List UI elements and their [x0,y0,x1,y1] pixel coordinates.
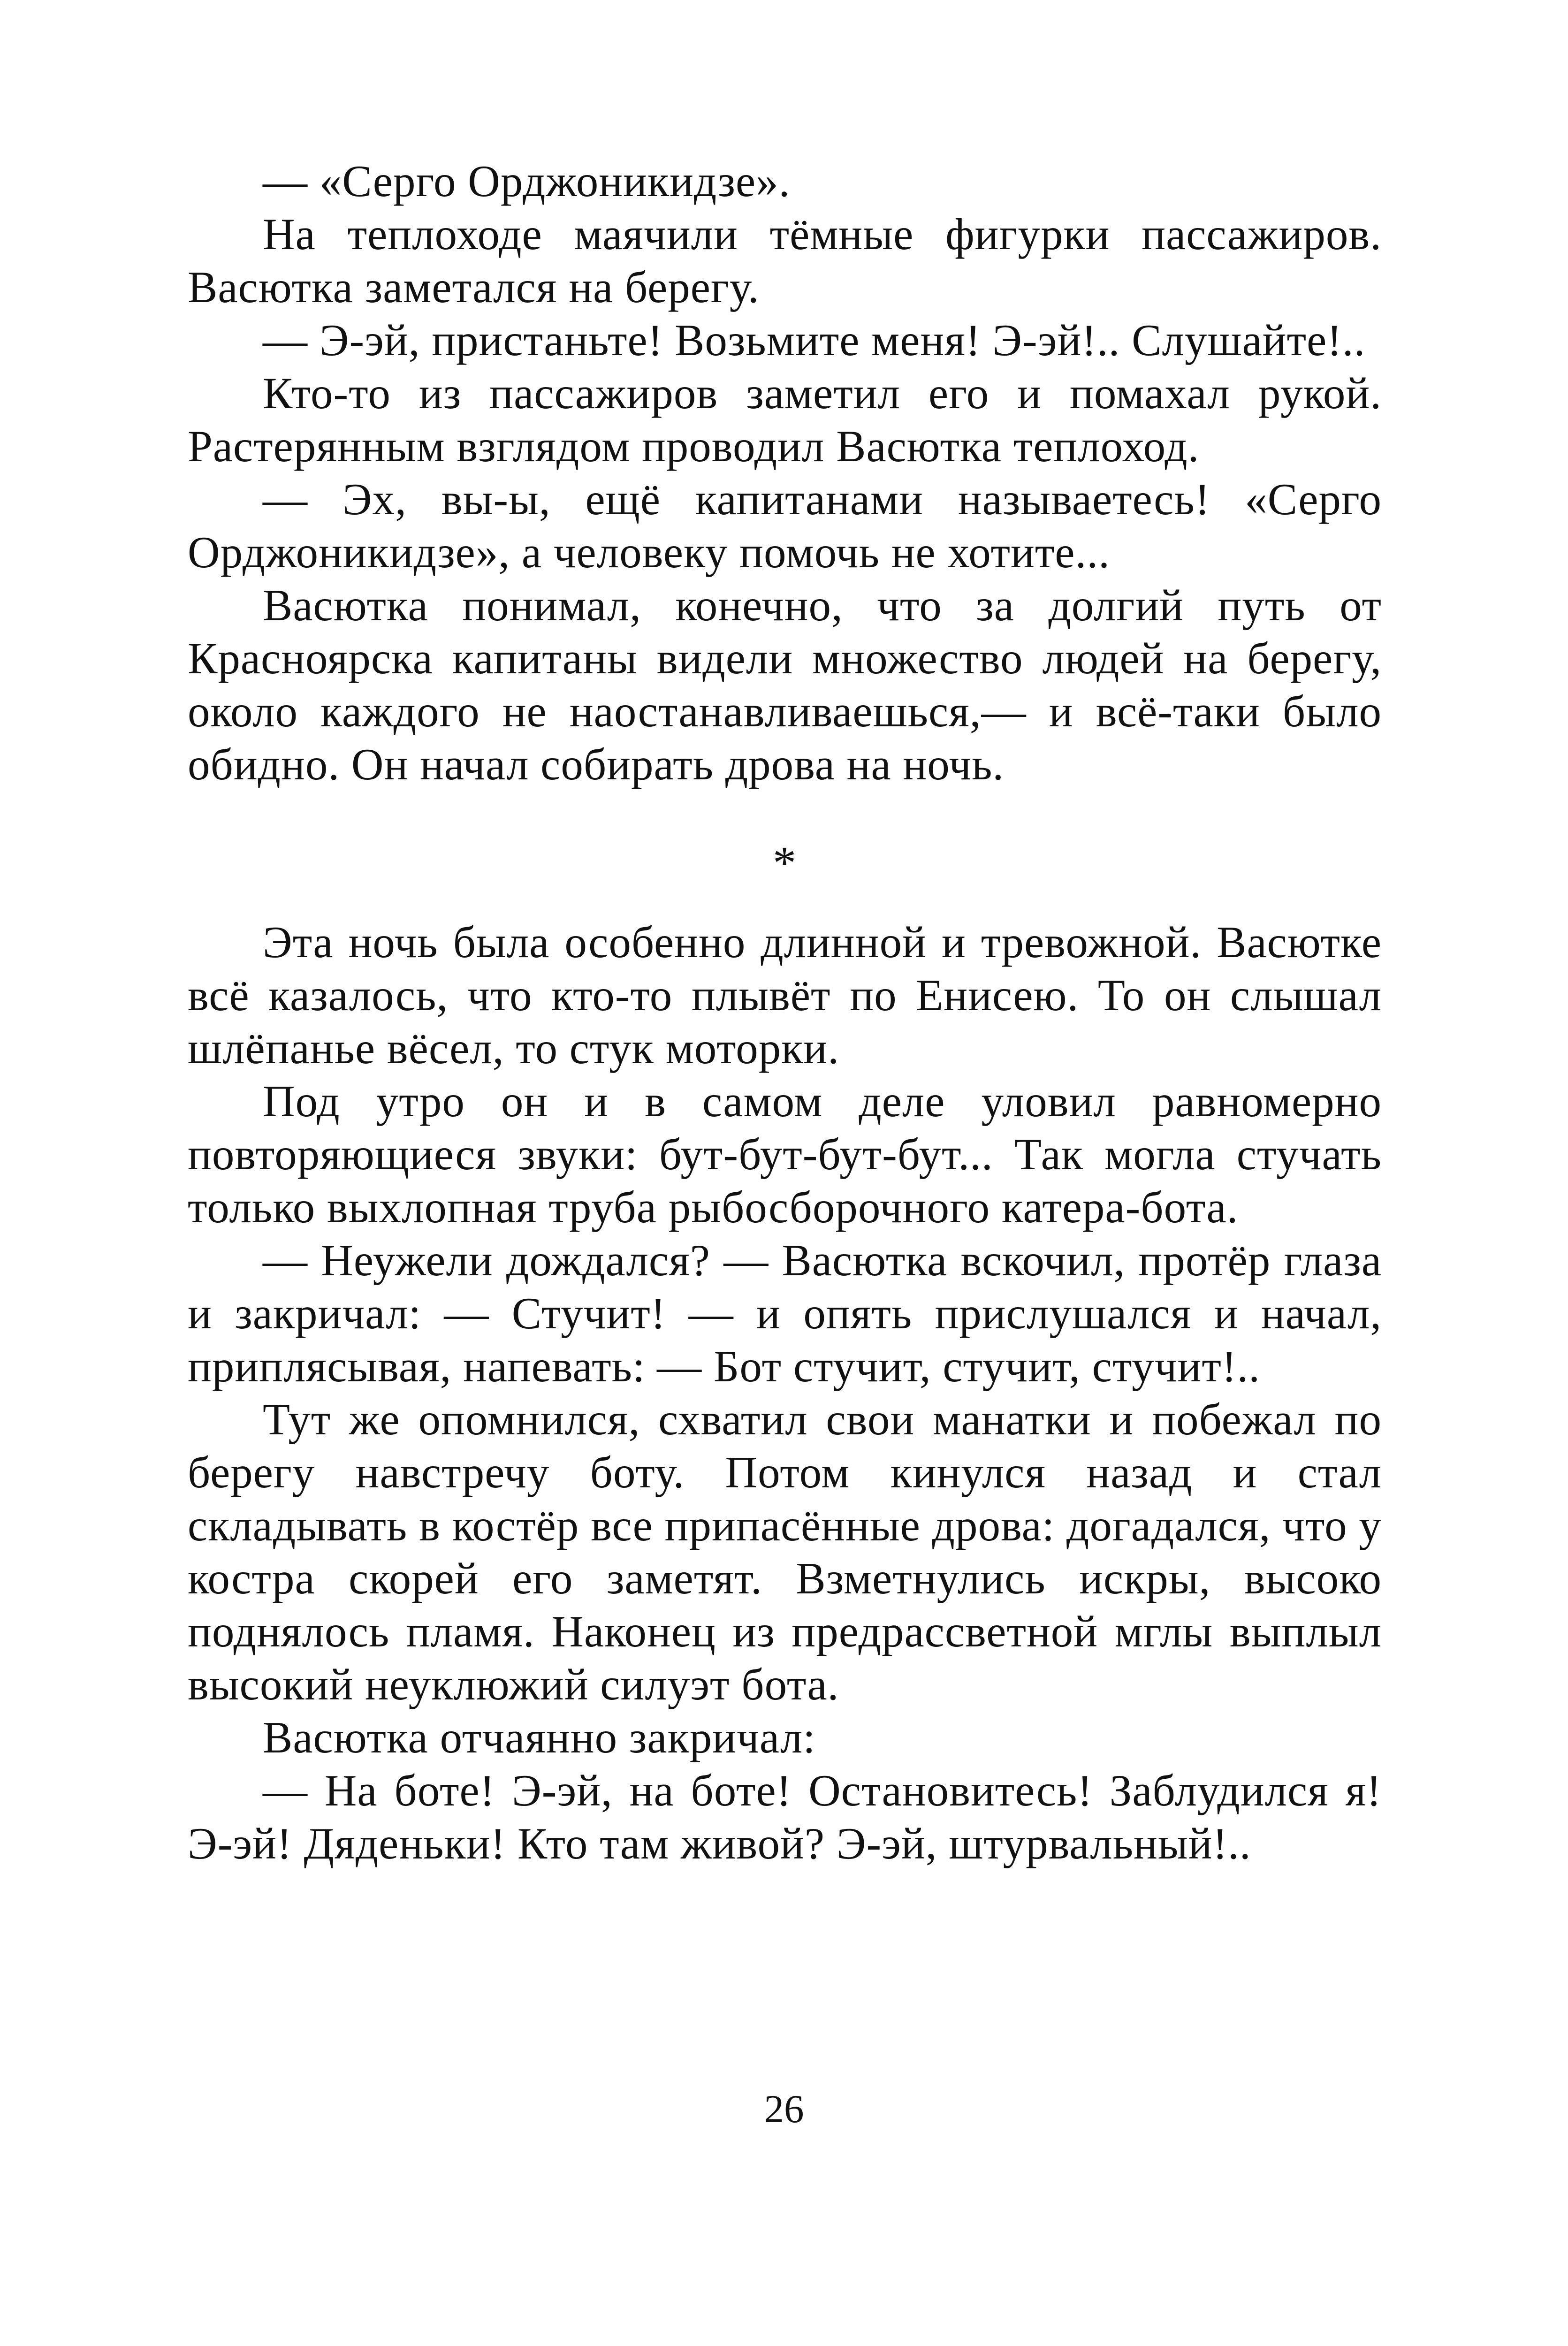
paragraph: Васютка понимал, конечно, что за долгий путь от Красноярска капитаны видели множество людей на берегу, около каждого не наостанавливаешься,— и всё-таки было обидно. Он начал собирать дрова на ночь. [188,580,1382,789]
paragraph: Кто-то из пассажиров заметил его и помахал рукой. Растерянным взглядом проводил Васютка теплоход. [188,368,1382,471]
paragraph: Тут же опомнился, схватил свои манатки и побежал по берегу навстречу боту. Потом кинулся назад и стал складывать в костёр все припасённые дрова: догадался, что у костра скорей его заметят. Взметнулись искры, высоко поднялось пламя. Наконец из предрассветной мглы выплыл высокий неуклюжий силуэт бота. [188,1394,1382,1709]
paragraph: — На боте! Э-эй, на боте! Остановитесь! Заблудился я! Э-эй! Дяденьки! Кто там живой? Э-эй, штурвальный!.. [188,1766,1382,1868]
paragraph: — Э-эй, пристаньте! Возьмите меня! Э-эй!.. Слушайте!.. [263,315,1366,365]
paragraph: Под утро он и в самом деле уловил равномерно повторяющиеся звуки: бут-бут-бут-бут... Так могла стучать только выхлопная труба рыбосборочного катера-бота. [188,1076,1382,1232]
page-number: 26 [764,2087,804,2131]
paragraph: — Эх, вы-ы, ещё капитанами называетесь! «Серго Орджоникидзе», а человеку помочь не хотите... [188,474,1382,577]
page-text [188,155,1382,1870]
section-separator: * [773,837,797,889]
paragraph: — «Серго Орджоникидзе». [263,156,791,206]
paragraph: Эта ночь была особенно длинной и тревожной. Васютке всё казалось, что кто-то плывёт по Енисею. То он слышал шлёпанье вёсел, то стук моторки. [188,917,1382,1073]
paragraph: — Неужели дождался? — Васютка вскочил, протёр глаза и закричал: — Стучит! — и опять прислушался и начал, приплясывая, напевать: — Бот стучит, стучит, стучит!.. [188,1235,1382,1391]
paragraph: Васютка отчаянно закричал: [263,1713,816,1762]
paragraph: На теплоходе маячили тёмные фигурки пассажиров. Васютка заметался на берегу. [188,209,1382,312]
